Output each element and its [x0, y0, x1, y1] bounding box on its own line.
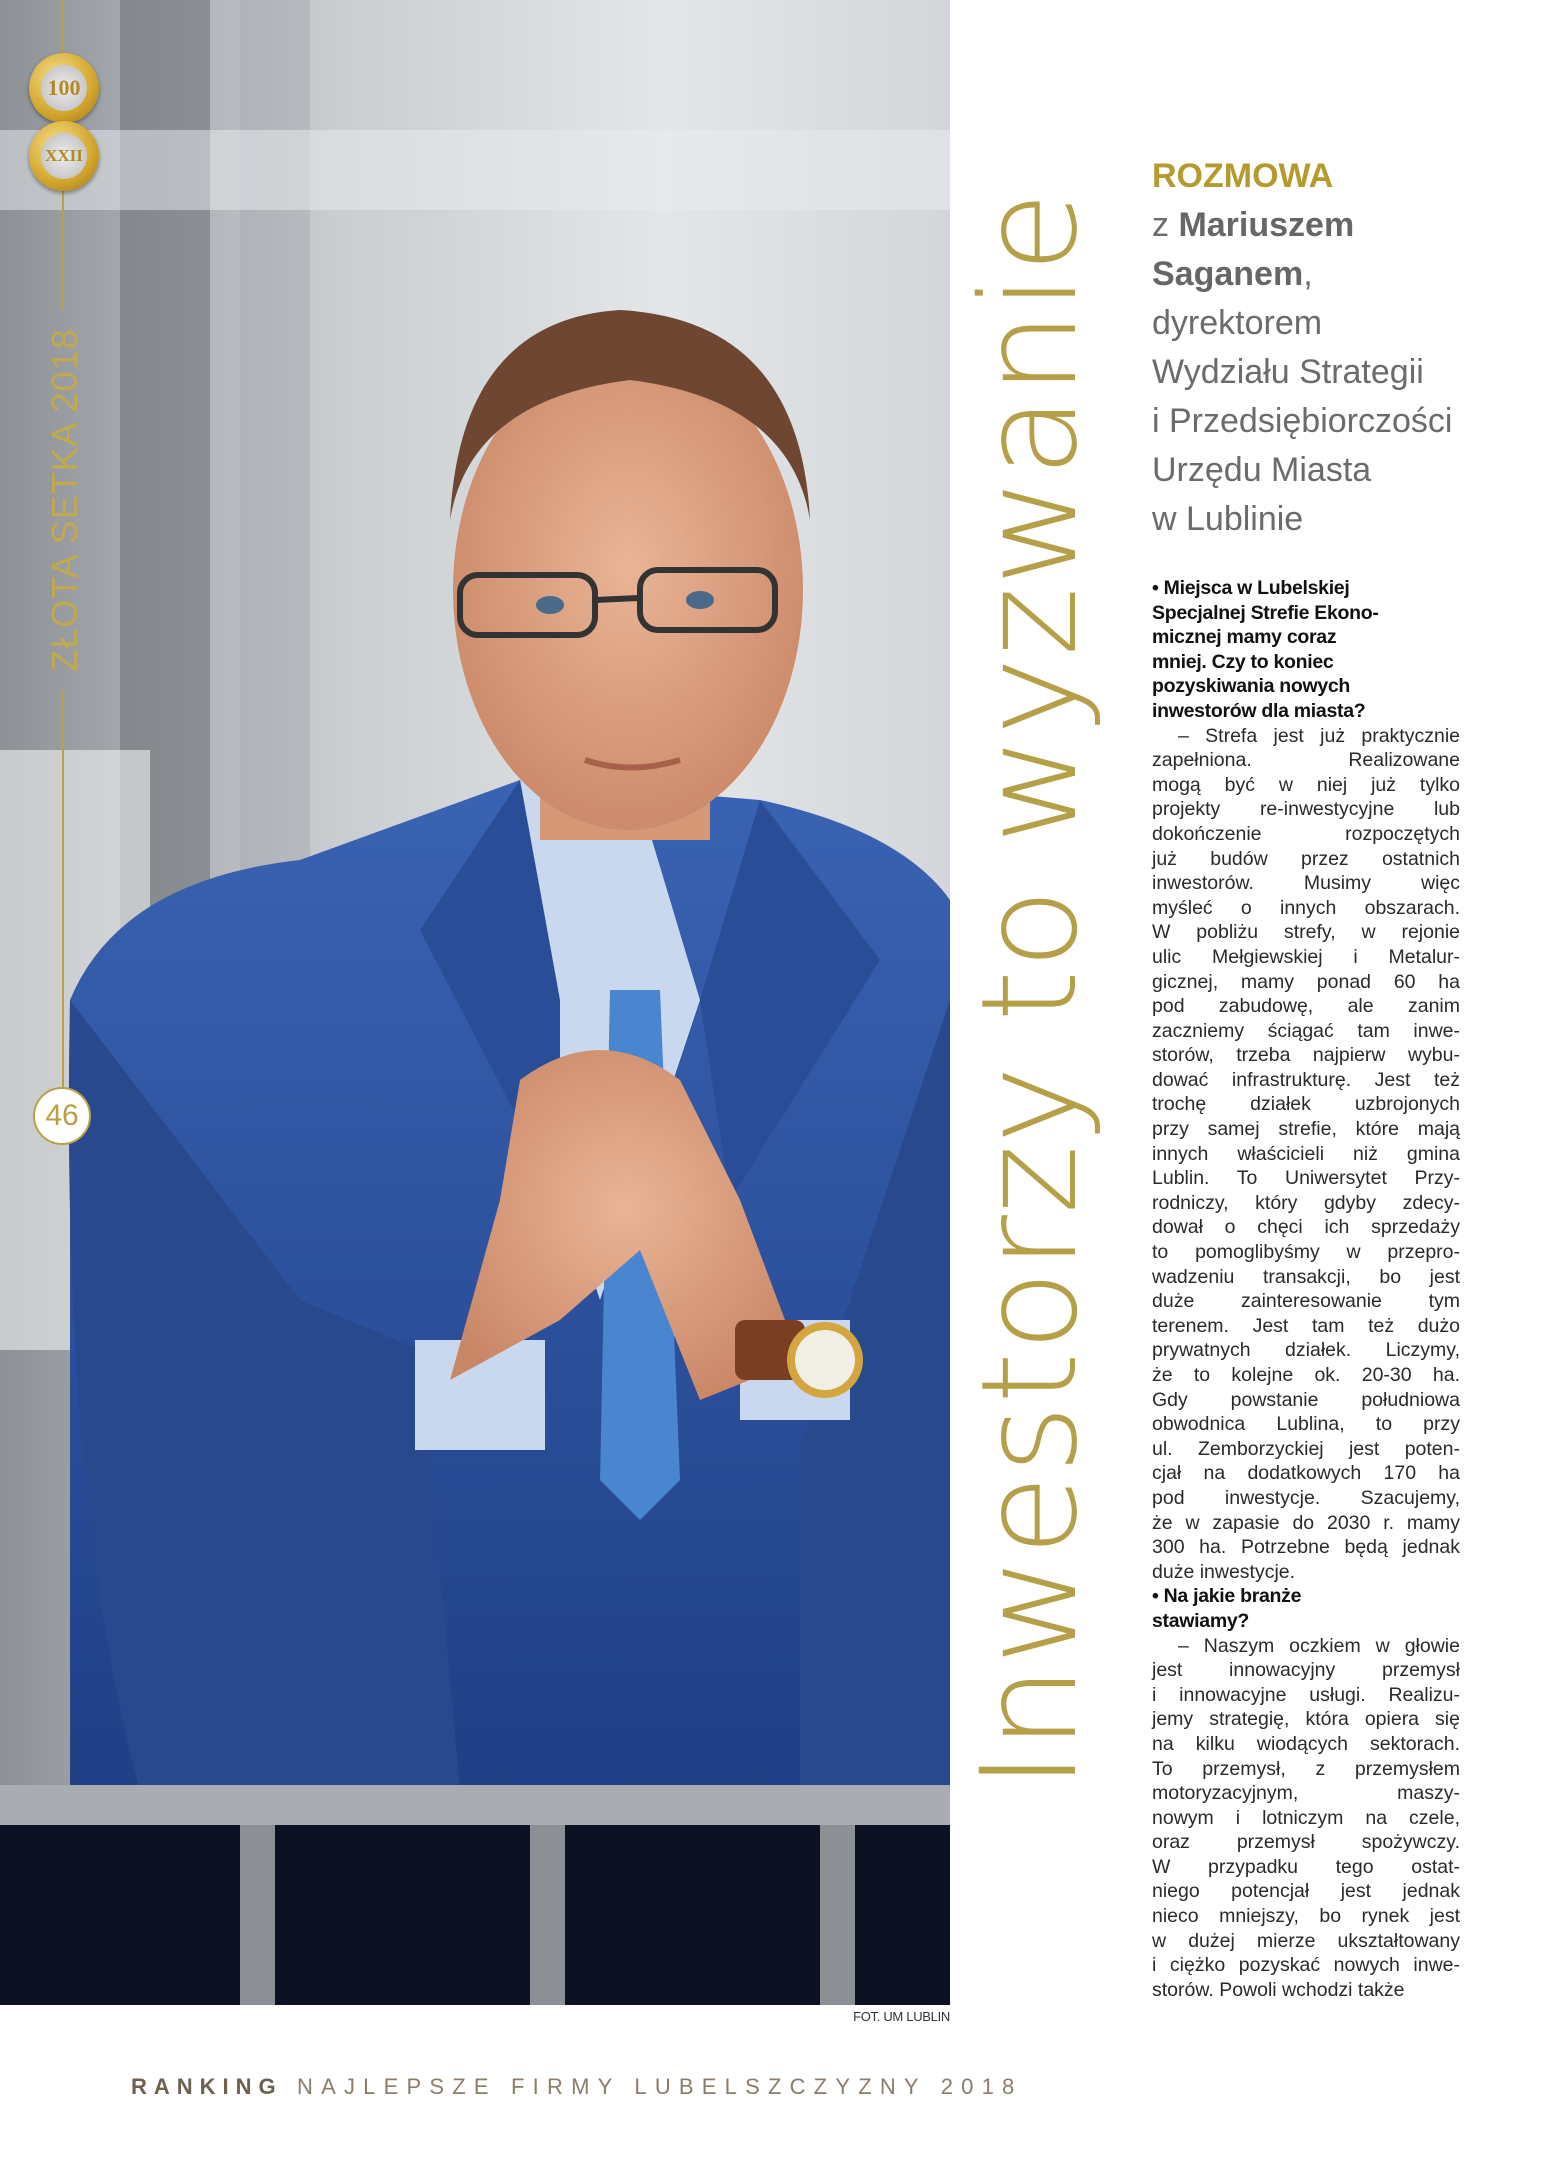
answer-line: obwodnica Lublina, to przy: [1152, 1413, 1460, 1436]
answer-line: w dużej mierze ukształtowany: [1152, 1929, 1460, 1952]
answer-line: W pobliżu strefy, w rejonie: [1152, 921, 1460, 944]
answer-line: ulic Mełgiewskiej i Metalur-: [1152, 945, 1460, 968]
answer-line: cjał na dodatkowych 170 ha: [1152, 1462, 1460, 1485]
question-line: pozyskiwania nowych: [1152, 675, 1351, 698]
answer-line: terenem. Jest tam też dużo: [1152, 1314, 1460, 1337]
answer-line: trochę działek uzbrojonych: [1152, 1093, 1460, 1116]
answer-line: To przemysł, z przemysłem: [1152, 1757, 1460, 1780]
answer-line: zapełniona. Realizowane: [1152, 749, 1460, 772]
intro-comma: ,: [1303, 255, 1313, 293]
question-line: Specjalnej Strefie Ekono-: [1152, 601, 1379, 624]
answer-line: rodniczy, który gdyby zdecy-: [1152, 1191, 1460, 1214]
answer-line: dokończenie rozpoczętych: [1152, 822, 1460, 845]
question-line: mniej. Czy to koniec: [1152, 650, 1334, 673]
question-line: micznej mamy coraz: [1152, 626, 1337, 649]
intro-role-line: Wydziału Strategii: [1152, 353, 1424, 391]
answer-line: przy samej strefie, które mają: [1152, 1118, 1460, 1141]
answer-line: już budów przez ostatnich: [1152, 847, 1460, 870]
answer-line: niego potencjał jest jednak: [1152, 1880, 1460, 1903]
answer-line: zaczniemy ściągać tam inwe-: [1152, 1019, 1460, 1042]
interview-intro: [1152, 152, 1482, 544]
answer-line: jemy strategię, która opiera się: [1152, 1708, 1460, 1731]
question-line: • Miejsca w Lubelskiej: [1152, 577, 1350, 599]
answer-line: – Strefa jest już praktycznie: [1178, 724, 1460, 747]
answer-line: storów, trzeba najpierw wybu-: [1152, 1044, 1460, 1067]
answer-line: pod zabudowę, ale zanim: [1152, 995, 1460, 1018]
answer-line: że to kolejne ok. 20-30 ha.: [1152, 1364, 1460, 1386]
answer-line: dować infrastrukturę. Jest też: [1152, 1068, 1460, 1091]
ranking-coin-edition: [29, 121, 99, 191]
answer-line: storów. Powoli wchodzi także: [1152, 1978, 1405, 2001]
answer-line: projekty re-inwestycyjne lub: [1152, 798, 1460, 821]
intro-role-line: Urzędu Miasta: [1152, 451, 1372, 489]
answer-line: duże zainteresowanie tym: [1152, 1290, 1460, 1313]
answer-line: nieco mniejszy, bo rynek jest: [1152, 1905, 1460, 1928]
footer: [131, 2074, 1022, 2100]
answer-line: innych właścicieli niż gmina: [1152, 1142, 1460, 1165]
article-title: Inwestorzy to wyzwanie: [953, 190, 1107, 1790]
coin-label: XXII: [41, 133, 87, 179]
gold-rule-top: [62, 0, 64, 60]
answer-line: pod inwestycje. Szacujemy,: [1152, 1486, 1460, 1509]
answer-line: motoryzacyjnym, maszy-: [1152, 1782, 1460, 1805]
section-label: ZŁOTA SETKA 2018: [44, 328, 85, 672]
coin-label: 100: [41, 65, 87, 111]
answer-line: jest innowacyjny przemysł: [1152, 1659, 1460, 1682]
answer-line: Gdy powstanie południowa: [1152, 1388, 1460, 1411]
answer-line: myśleć o innych obszarach.: [1152, 896, 1460, 919]
answer-line: i innowacyjne usługi. Realizu-: [1152, 1683, 1460, 1706]
answer-line: – Naszym oczkiem w głowie: [1178, 1634, 1460, 1657]
answer-line: nowym i lotniczym na czele,: [1152, 1806, 1460, 1829]
answer-line: wadzeniu transakcji, bo jest: [1152, 1265, 1460, 1288]
footer-brand: RANKING: [131, 2074, 283, 2099]
answer-line: mogą być w niej już tylko: [1152, 773, 1460, 796]
intro-role-line: i Przedsiębiorczości: [1152, 402, 1453, 440]
kicker: ROZMOWA: [1152, 157, 1334, 195]
answer-line: gicznej, mamy ponad 60 ha: [1152, 970, 1460, 993]
photo-credit: FOT. UM LUBLIN: [853, 2009, 950, 2024]
ranking-coin-100: [29, 53, 99, 123]
intro-role-line: dyrektorem: [1152, 304, 1323, 342]
answer-line: i ciężko pozyskać nowych inwe-: [1152, 1954, 1460, 1977]
footer-title: NAJLEPSZE FIRMY LUBELSZCZYZNY 2018: [296, 2074, 1023, 2099]
answer-line: inwestorów. Musimy więc: [1152, 872, 1460, 895]
answer-line: duże inwestycje.: [1152, 1560, 1296, 1583]
answer-line: Lublin. To Uniwersytet Przy-: [1152, 1167, 1460, 1190]
question-line: stawiamy?: [1152, 1609, 1250, 1632]
intro-role-line: w Lublinie: [1152, 500, 1304, 538]
intro-prefix: z: [1152, 206, 1169, 244]
gold-rule: [62, 690, 64, 1088]
answer-line: to pomoglibyśmy w przepro-: [1152, 1241, 1460, 1264]
answer-line: oraz przemysł spożywczy.: [1152, 1831, 1460, 1854]
answer-line: że w zapasie do 2030 r. mamy: [1152, 1511, 1460, 1534]
page-number: 46: [33, 1087, 91, 1145]
interviewee-first-name: Mariuszem: [1178, 206, 1355, 244]
answer-line: dował o chęci ich sprzedaży: [1152, 1216, 1460, 1239]
question-line: • Na jakie branże: [1152, 1585, 1302, 1608]
answer-line: prywatnych działek. Liczymy,: [1152, 1339, 1460, 1362]
answer-line: 300 ha. Potrzebne będą jednak: [1152, 1536, 1460, 1559]
answer-line: na kilku wiodących sektorach.: [1152, 1732, 1460, 1755]
article-body: [1152, 576, 1460, 2002]
question-line: inwestorów dla miasta?: [1152, 699, 1366, 722]
answer-line: W przypadku tego ostat-: [1152, 1855, 1460, 1878]
answer-line: ul. Zemborzyckiej jest poten-: [1152, 1437, 1460, 1460]
interviewee-last-name: Saganem: [1152, 255, 1304, 293]
gold-rule: [62, 190, 64, 310]
